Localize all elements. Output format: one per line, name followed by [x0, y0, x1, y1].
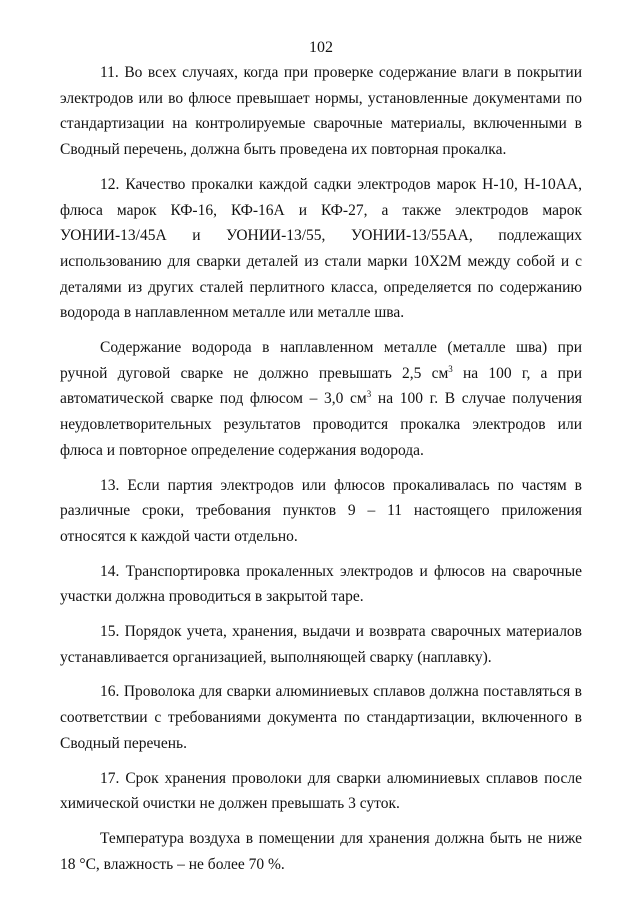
paragraph-hydrogen-content — [60, 335, 582, 464]
paragraph-17: 17. Срок хранения проволоки для сварки алюминиевых сплавов после химической очистки не должен превышать 3 суток. — [60, 769, 582, 813]
text-segment: на 100 г, а при автоматической сварке под флюсом – 3,0 см — [60, 364, 582, 408]
paragraph-14: 14. Транспортировка прокаленных электродов и флюсов на сварочные участки должна проводиться в закрытой таре. — [60, 562, 582, 606]
page-number: 102 — [309, 39, 333, 56]
paragraph-temperature: Температура воздуха в помещении для хранения должна быть не ниже 18 °С, влажность – не более 70 %. — [60, 829, 582, 873]
paragraph-11: 11. Во всех случаях, когда при проверке содержание влаги в покрытии электродов или во флюсе превышает нормы, установленные документами по стандартизации на контролируемые сварочные материалы, включенными в Сводный перечень, должна быть проведена их повторная прокалка. — [60, 64, 582, 159]
paragraph-16: 16. Проволока для сварки алюминиевых сплавов должна поставляться в соответствии с требованиями документа по стандартизации, включенного в Сводный перечень. — [60, 683, 582, 752]
text-segment: Содержание водорода в наплавленном металле (металле шва) при ручной дуговой сварке не должно превышать 2,5 см — [60, 339, 582, 382]
text-segment: на 100 г. В случае получения неудовлетворительных результатов проводится прокалка электродов или флюса и повторное определение содержания водорода. — [60, 390, 582, 459]
paragraph-15: 15. Порядок учета, хранения, выдачи и возврата сварочных материалов устанавливается организацией, выполняющей сварку (наплавку). — [60, 623, 582, 666]
paragraph-13: 13. Если партия электродов или флюсов прокаливалась по частям в различные сроки, требования пунктов 9 – 11 настоящего приложения относятся к каждой части отдельно. — [60, 476, 582, 545]
paragraph-12: 12. Качество прокалки каждой садки электродов марок Н-10, Н-10АА, флюса марок КФ-16, КФ-16А и КФ-27, а также электродов марок УОНИИ-13/45А и УОНИИ-13/55, УОНИИ-13/55АА, подлежащих использованию для сварки деталей из стали марки 10Х2М между собой и с деталями из других сталей перлитного класса, определяется по содержанию водорода в наплавленном металле или металле шва. — [60, 175, 582, 322]
superscript: 3 — [366, 389, 372, 400]
superscript: 3 — [448, 363, 453, 374]
